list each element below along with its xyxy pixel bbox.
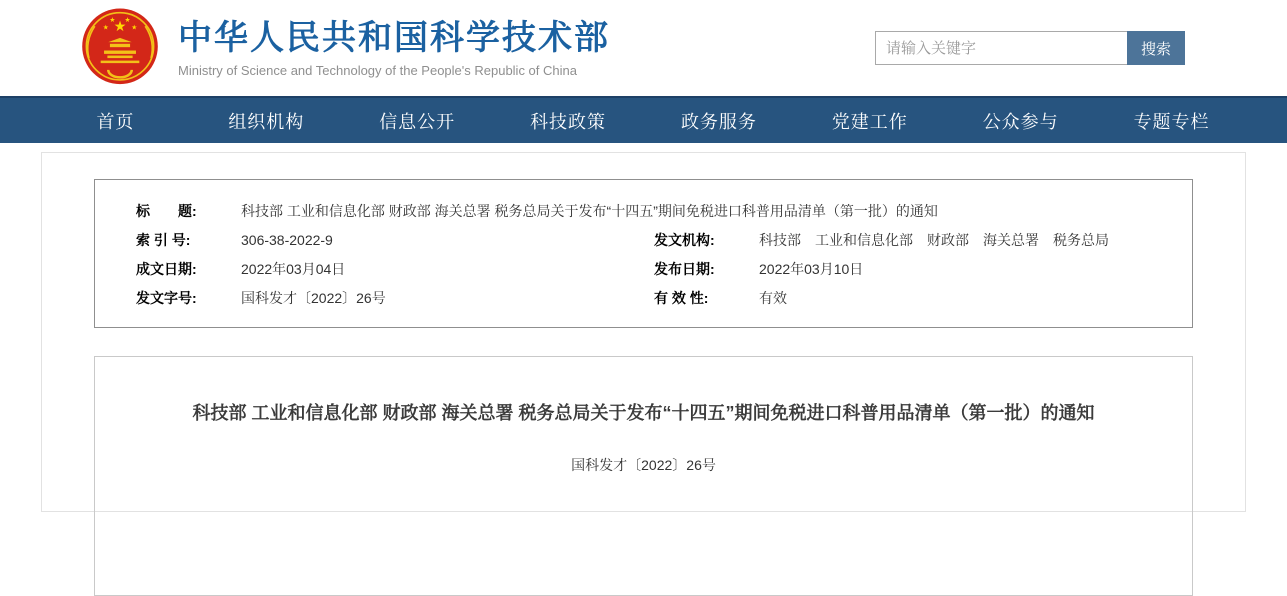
meta-value-validity: 有效 — [759, 290, 787, 306]
search-button[interactable]: 搜索 — [1127, 31, 1185, 65]
meta-label-issuing-agency: 发文机构: — [654, 232, 715, 248]
search-box — [875, 31, 1185, 65]
meta-label-validity: 有 效 性: — [654, 290, 709, 306]
meta-label-written-date: 成文日期: — [136, 261, 197, 277]
nav-item-party-building[interactable]: 党建工作 — [831, 111, 908, 132]
meta-value-index-number: 306-38-2022-9 — [241, 232, 333, 248]
meta-label-title: 标 题: — [136, 203, 197, 219]
brand — [76, 6, 610, 90]
meta-row-validity — [654, 284, 1172, 313]
national-emblem-icon — [76, 6, 164, 90]
meta-value-title: 科技部 工业和信息化部 财政部 海关总署 税务总局关于发布“十四五”期间免税进口科普用品清单（第一批）的通知 — [241, 203, 938, 219]
site-title: 中华人民共和国科学技术部 — [178, 19, 610, 57]
nav-item-info-disclosure[interactable]: 信息公开 — [379, 111, 456, 132]
nav-item-home[interactable]: 首页 — [96, 111, 135, 132]
svg-text:★: ★ — [102, 24, 109, 32]
nav-item-gov-services[interactable]: 政务服务 — [680, 111, 757, 132]
meta-row-publish-date — [654, 255, 1172, 284]
meta-value-written-date: 2022年03月04日 — [241, 261, 346, 277]
meta-value-publish-date: 2022年03月10日 — [759, 261, 864, 277]
document-meta-box — [94, 179, 1193, 328]
search-input[interactable] — [875, 31, 1127, 65]
article-title: 科技部 工业和信息化部 财政部 海关总署 税务总局关于发布“十四五”期间免税进口科普用品清单（第一批）的通知 — [192, 403, 1095, 423]
meta-label-doc-symbol: 发文字号: — [136, 290, 197, 306]
meta-label-publish-date: 发布日期: — [654, 261, 715, 277]
svg-text:★: ★ — [113, 19, 127, 36]
article-doc-number: 国科发才〔2022〕26号 — [571, 457, 716, 473]
content-frame — [41, 152, 1246, 512]
meta-value-doc-symbol: 国科发才〔2022〕26号 — [241, 290, 386, 306]
nav-item-organization[interactable]: 组织机构 — [228, 111, 305, 132]
nav-item-public-participation[interactable]: 公众参与 — [982, 111, 1059, 132]
svg-text:★: ★ — [124, 16, 131, 24]
nav-item-sci-tech-policy[interactable]: 科技政策 — [530, 111, 607, 132]
meta-row-index-number — [136, 226, 654, 255]
main-nav — [0, 96, 1287, 143]
article-box — [94, 356, 1193, 596]
meta-label-index-number: 索 引 号: — [136, 232, 191, 248]
svg-text:★: ★ — [109, 16, 116, 24]
header — [0, 0, 1287, 96]
site-subtitle: Ministry of Science and Technology of the People's Republic of China — [178, 63, 577, 78]
nav-item-special-topics[interactable]: 专题专栏 — [1133, 111, 1210, 132]
meta-row-written-date — [136, 255, 654, 284]
svg-text:★: ★ — [131, 24, 138, 32]
meta-row-doc-symbol — [136, 284, 654, 313]
meta-row-issuing-agency — [654, 226, 1172, 255]
meta-row-title — [136, 197, 1172, 226]
meta-value-issuing-agency: 科技部 工业和信息化部 财政部 海关总署 税务总局 — [759, 232, 1109, 248]
